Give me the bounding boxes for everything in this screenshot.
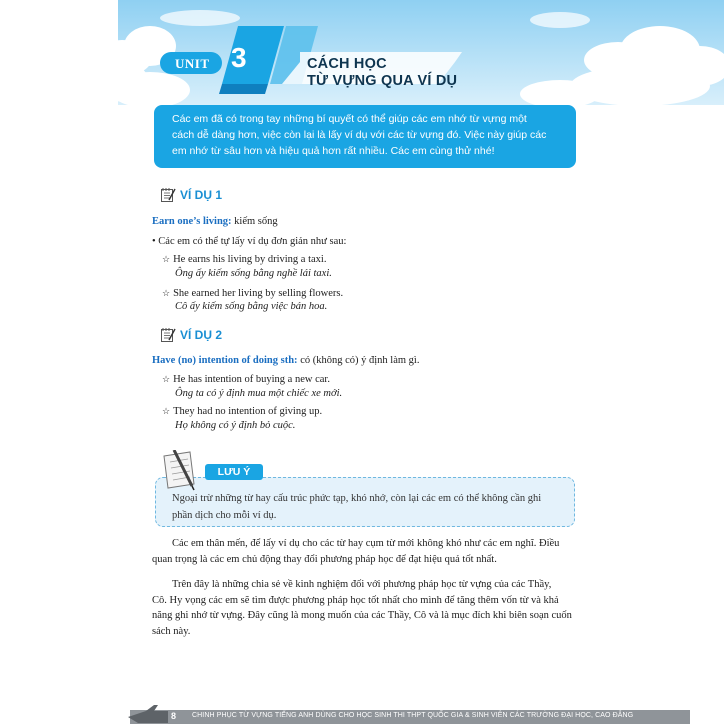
- example-2-heading: [160, 327, 222, 343]
- example-2-translation: Họ không có ý định bỏ cuộc.: [175, 420, 296, 431]
- example-1-meaning: kiếm sống: [231, 216, 278, 227]
- example-1-heading: [160, 187, 222, 203]
- example-2-term-line: [152, 354, 419, 367]
- star-icon: ☆: [162, 406, 171, 416]
- note-label: LƯU Ý: [217, 466, 251, 478]
- unit-label: UNIT: [175, 56, 210, 71]
- note-line: Ngoại trừ những từ hay cấu trúc phức tạp, khó nhớ, còn lại các em có thể không cần ghi: [172, 493, 542, 504]
- footer-text: CHINH PHỤC TỪ VỰNG TIẾNG ANH DÙNG CHO HỌC SINH THI THPT QUỐC GIA & SINH VIÊN CÁC TRƯỜNG ĐẠI HỌC, CAO ĐẲNG: [192, 712, 634, 719]
- star-icon: ☆: [162, 254, 171, 264]
- paragraph-line: năng ghi nhớ từ vựng. Đây cũng là mong muốn của các Thầy, Cô và là mục đích khi biên soạn cuốn: [152, 610, 572, 621]
- example-1-term: Earn one’s living:: [152, 216, 232, 227]
- example-2-sentence: ☆ He has intention of buying a new car.: [162, 374, 330, 385]
- paragraph-1: [152, 536, 559, 567]
- intro-box: [154, 105, 576, 168]
- paragraph-line: sách này.: [152, 625, 191, 637]
- example-1-sentence: ☆ She earned her living by selling flowers.: [162, 288, 344, 299]
- example-1-sentence: ☆ He earns his living by driving a taxi.: [162, 254, 327, 265]
- unit-title: [307, 56, 457, 90]
- paragraph-line: Các em thân mến, để lấy ví dụ cho các từ hay cụm từ mới không khó như các em nghĩ. Điều: [172, 538, 560, 549]
- star-icon: ☆: [162, 374, 171, 384]
- star-icon: ☆: [162, 288, 171, 298]
- plane-arrow-icon: [128, 705, 172, 724]
- page-number: 8: [171, 711, 177, 721]
- note-label-tab: [205, 464, 263, 480]
- example-2-title: VÍ DỤ 2: [180, 328, 223, 342]
- example-2-term: Have (no) intention of doing sth:: [152, 355, 298, 366]
- pencil-paper-icon: [160, 450, 204, 492]
- unit-number: 3: [231, 42, 247, 73]
- unit-title-line-1: CÁCH HỌC: [307, 56, 387, 72]
- example-1-term-line: [152, 215, 278, 228]
- example-1-title: VÍ DỤ 1: [180, 188, 223, 202]
- note-text: [172, 490, 541, 524]
- example-2-translation: Ông ta có ý định mua một chiếc xe mới.: [175, 388, 343, 399]
- paragraph-line: Cô. Hy vọng các em sẽ tìm được phương pháp học tốt nhất cho mình để tăng thêm vốn từ và khả: [152, 594, 559, 606]
- example-2-meaning: có (không có) ý định làm gì.: [297, 355, 420, 366]
- paragraph-2: [152, 577, 572, 639]
- notepad-icon: [160, 187, 176, 203]
- example-1-translation: Ông ấy kiếm sống bằng nghề lái taxi.: [175, 268, 332, 279]
- intro-line: em nhớ từ sâu hơn và hiệu quả hơn rất nhiều. Các em cùng thử nhé!: [172, 145, 495, 157]
- example-1-translation: Cô ấy kiếm sống bằng việc bán hoa.: [175, 301, 328, 312]
- unit-title-line-2: TỪ VỰNG QUA VÍ DỤ: [307, 73, 458, 89]
- intro-line: Các em đã có trong tay những bí quyết có thể giúp các em nhớ từ vựng một: [172, 113, 527, 125]
- paragraph-line: Trên đây là những chia sẻ về kinh nghiệm đối với phương pháp học từ vựng của các Thầy,: [172, 579, 552, 590]
- example-2-sentence: ☆ They had no intention of giving up.: [162, 406, 323, 417]
- paragraph-line: quan trọng là các em chủ động thay đổi phương pháp học để đạt hiệu quả tốt nhất.: [152, 553, 497, 565]
- example-1-bullet: • Các em có thể tự lấy ví dụ đơn giản như sau:: [152, 236, 347, 247]
- notepad-icon: [160, 327, 176, 343]
- note-line: phần dịch cho mỗi ví dụ.: [172, 510, 277, 521]
- intro-line: cách dễ dàng hơn, việc còn lại là lấy ví dụ với các từ vựng đó. Việc này giúp các: [172, 129, 547, 141]
